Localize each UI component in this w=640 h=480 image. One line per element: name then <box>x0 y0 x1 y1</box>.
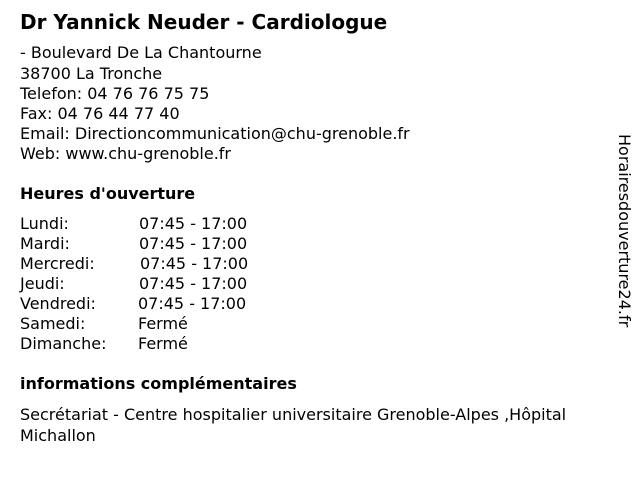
day-label: Jeudi: <box>20 274 65 293</box>
day-label: Vendredi: <box>20 294 96 313</box>
fax-number: Fax: 04 76 44 77 40 <box>20 104 180 123</box>
info-text: Secrétariat - Centre hospitalier universitaire Grenoble-Alpes ,Hôpital Michallon <box>20 405 567 445</box>
page-title: Dr Yannick Neuder - Cardiologue <box>20 10 388 34</box>
phone-number: Telefon: 04 76 76 75 75 <box>20 84 210 103</box>
hours-value: 07:45 - 17:00 <box>139 274 248 293</box>
hours-row-wednesday <box>20 254 320 274</box>
hours-row-tuesday <box>20 234 320 254</box>
info-heading: informations complémentaires <box>20 374 297 393</box>
hours-row-thursday <box>20 274 320 294</box>
day-label: Lundi: <box>20 214 69 233</box>
hours-row-sunday <box>20 334 320 354</box>
email-address: Email: Directioncommunication@chu-grenoble.fr <box>20 124 410 143</box>
hours-value: Fermé <box>138 314 188 333</box>
day-label: Samedi: <box>20 314 86 333</box>
address-city: 38700 La Tronche <box>20 64 163 83</box>
day-label: Dimanche: <box>20 334 107 353</box>
hours-value: 07:45 - 17:00 <box>139 234 248 253</box>
hours-row-friday <box>20 294 320 314</box>
hours-value: 07:45 - 17:00 <box>140 254 249 273</box>
hours-value: 07:45 - 17:00 <box>138 294 247 313</box>
website: Web: www.chu-grenoble.fr <box>20 144 231 163</box>
hours-row-saturday <box>20 314 320 334</box>
day-label: Mercredi: <box>20 254 95 273</box>
watermark-text: Horairesdouverture24.fr <box>615 134 634 328</box>
hours-row-monday <box>20 214 320 234</box>
hours-heading: Heures d'ouverture <box>20 184 196 203</box>
hours-value: 07:45 - 17:00 <box>139 214 248 233</box>
address-street: - Boulevard De La Chantourne <box>20 43 262 62</box>
day-label: Mardi: <box>20 234 70 253</box>
hours-value: Fermé <box>138 334 188 353</box>
